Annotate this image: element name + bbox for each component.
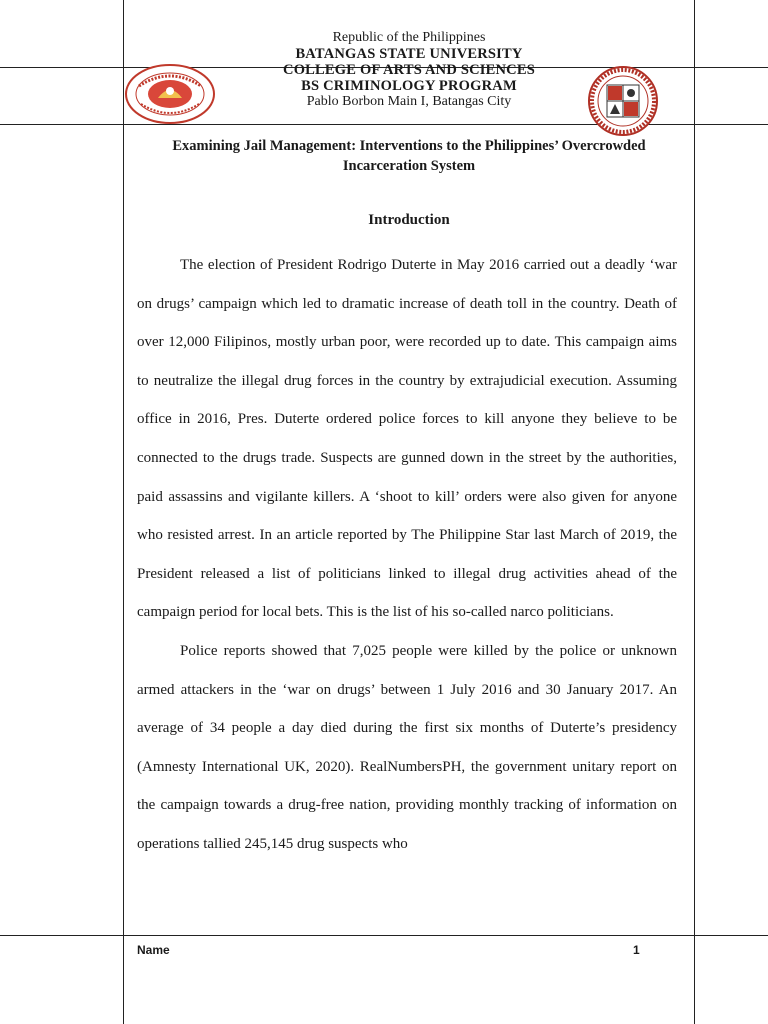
page-number: 1 bbox=[633, 943, 640, 957]
paragraph-1: The election of President Rodrigo Duterte in May 2016 carried out a deadly ‘war on drugs’ campaign which led to dramatic increase of death toll in the country. Death of over 12,000 Filipinos, mostly urban poor, were recorded up to date. This campaign aims to neutralize the illegal drug forces in the country by extrajudicial execution. Assuming office in 2016, Pres. Duterte ordered police forces to kill anyone they believe to be connected to the drugs trade. Suspects are gunned down in the street by the authorities, paid assassins and vigilante killers. A ‘shoot to kill’ orders were also given for anyone who resisted arrest. In an article reported by The Philippine Star last March of 2019, the President released a list of politicians linked to illegal drug activities ahead of the campaign period for local bets. This is the list of his so-called narco politicians. bbox=[137, 257, 677, 621]
footer-line bbox=[0, 935, 768, 936]
document-title-line-2: Incarceration System bbox=[342, 158, 476, 174]
college-name: COLLEGE OF ARTS AND SCIENCES bbox=[283, 62, 535, 78]
margin-line-right bbox=[694, 0, 695, 1024]
paragraph-2: Police reports showed that 7,025 people were killed by the police or unknown armed attackers in the ‘war on drugs’ between 1 July 2016 and 30 January 2017. An average of 34 people a day died during the first six months of Duterte’s presidency (Amnesty International UK, 2020). RealNumbersPH, the government unitary report on the campaign towards a drug-free nation, providing monthly tracking of information on operations tallied 245,145 drug suspects who bbox=[137, 642, 677, 852]
republic-line: Republic of the Philippines bbox=[332, 30, 486, 45]
body-text bbox=[137, 246, 677, 864]
document-title bbox=[124, 136, 694, 176]
program-name: BS CRIMINOLOGY PROGRAM bbox=[301, 78, 517, 94]
university-seal-icon bbox=[125, 64, 215, 124]
college-seal-icon bbox=[588, 66, 658, 136]
footer-name-label: Name bbox=[137, 943, 170, 957]
document-title-line-1: Examining Jail Management: Interventions to the Philippines’ Overcrowded bbox=[172, 138, 646, 154]
university-name: BATANGAS STATE UNIVERSITY bbox=[295, 46, 523, 62]
address-line: Pablo Borbon Main I, Batangas City bbox=[306, 94, 512, 109]
section-heading: Introduction bbox=[368, 212, 450, 228]
